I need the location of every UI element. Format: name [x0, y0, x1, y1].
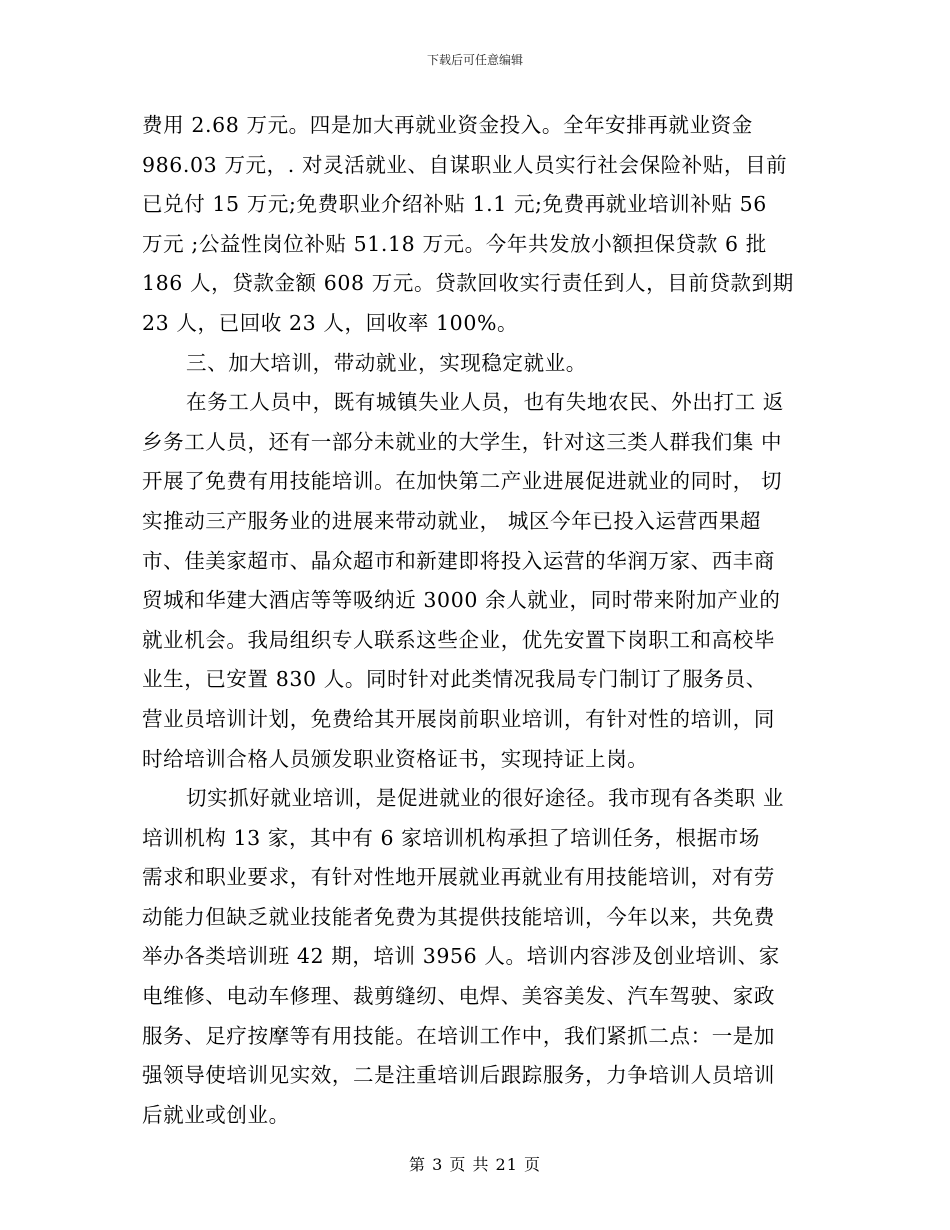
- text-line: 实推动三产服务业的进展来带动就业， 城区今年已投入运营西果超: [142, 508, 762, 533]
- text-line: 培训机构 13 家，其中有 6 家培训机构承担了培训任务，根据市场: [142, 825, 760, 850]
- text-line: 强领导使培训见实效，二是注重培训后跟踪服务，力争培训人员培训: [142, 1063, 775, 1088]
- text-line: 服务、足疗按摩等有用技能。在培训工作中，我们紧抓二点：一是加: [142, 1023, 775, 1048]
- text-line: 电维修、电动车修理、裁剪缝纫、电焊、美容美发、汽车驾驶、家政: [142, 984, 775, 1009]
- text-line: 费用 2.68 万元。四是加大再就业资金投入。全年安排再就业资金: [142, 113, 753, 137]
- text-line: 186 人，贷款金额 608 万元。贷款回收实行责任到人，目前贷款到期: [142, 271, 794, 296]
- text-line: 万元 ;公益性岗位补贴 51.18 万元。今年共发放小额担保贷款 6 批: [142, 231, 767, 256]
- text-line: 营业员培训计划，免费给其开展岗前职业培训，有针对性的培训，同: [142, 706, 775, 731]
- text-line: 动能力但缺乏就业技能者免费为其提供技能培训，今年以来，共免费: [142, 904, 775, 929]
- text-line: 986.03 万元，. 对灵活就业、自谋职业人员实行社会保险补贴，目前: [142, 152, 788, 177]
- text-line: 时给培训合格人员颁发职业资格证书，实现持证上岗。: [142, 746, 649, 771]
- text-line: 切实抓好就业培训，是促进就业的很好途径。我市现有各类职 业: [186, 786, 784, 811]
- text-line: 就业机会。我局组织专人联系这些企业，优先安置下岗职工和高校毕: [142, 627, 775, 652]
- paragraph: [142, 383, 814, 779]
- paragraph: [142, 779, 814, 1135]
- text-line: 在务工人员中，既有城镇失业人员，也有失地农民、外出打工 返: [186, 390, 784, 415]
- text-line: 乡务工人员，还有一部分未就业的大学生，针对这三类人群我们集 中: [142, 429, 783, 454]
- text-line: 举办各类培训班 42 期，培训 3956 人。培训内容涉及创业培训、家: [142, 944, 780, 969]
- text-line: 业生，已安置 830 人。同时针对此类情况我局专门制订了服务员、: [142, 667, 767, 692]
- paragraph: [142, 106, 814, 344]
- text-line: 已兑付 15 万元;免费职业介绍补贴 1.1 元;免费再就业培训补贴 56: [142, 192, 767, 217]
- text-line: 市、佳美家超市、晶众超市和新建即将投入运营的华润万家、西丰商: [142, 548, 775, 573]
- text-line: 开展了免费有用技能培训。在加快第二产业进展促进就业的同时， 切: [142, 469, 783, 494]
- page-header: 下载后可任意编辑: [426, 53, 523, 67]
- text-line: 三、加大培训，带动就业，实现稳定就业。: [186, 350, 587, 375]
- page-number-footer: 第 3 页 共 21 页: [409, 1155, 541, 1174]
- text-line: 后就业或创业。: [142, 1102, 290, 1127]
- text-line: 贸城和华建大酒店等等吸纳近 3000 余人就业，同时带来附加产业的: [142, 588, 781, 613]
- section-heading: [142, 344, 814, 384]
- text-line: 需求和职业要求，有针对性地开展就业再就业有用技能培训，对有劳: [142, 865, 775, 890]
- text-line: 23 人，已回收 23 人，回收率 100%。: [142, 310, 519, 335]
- document-body: [142, 106, 814, 1135]
